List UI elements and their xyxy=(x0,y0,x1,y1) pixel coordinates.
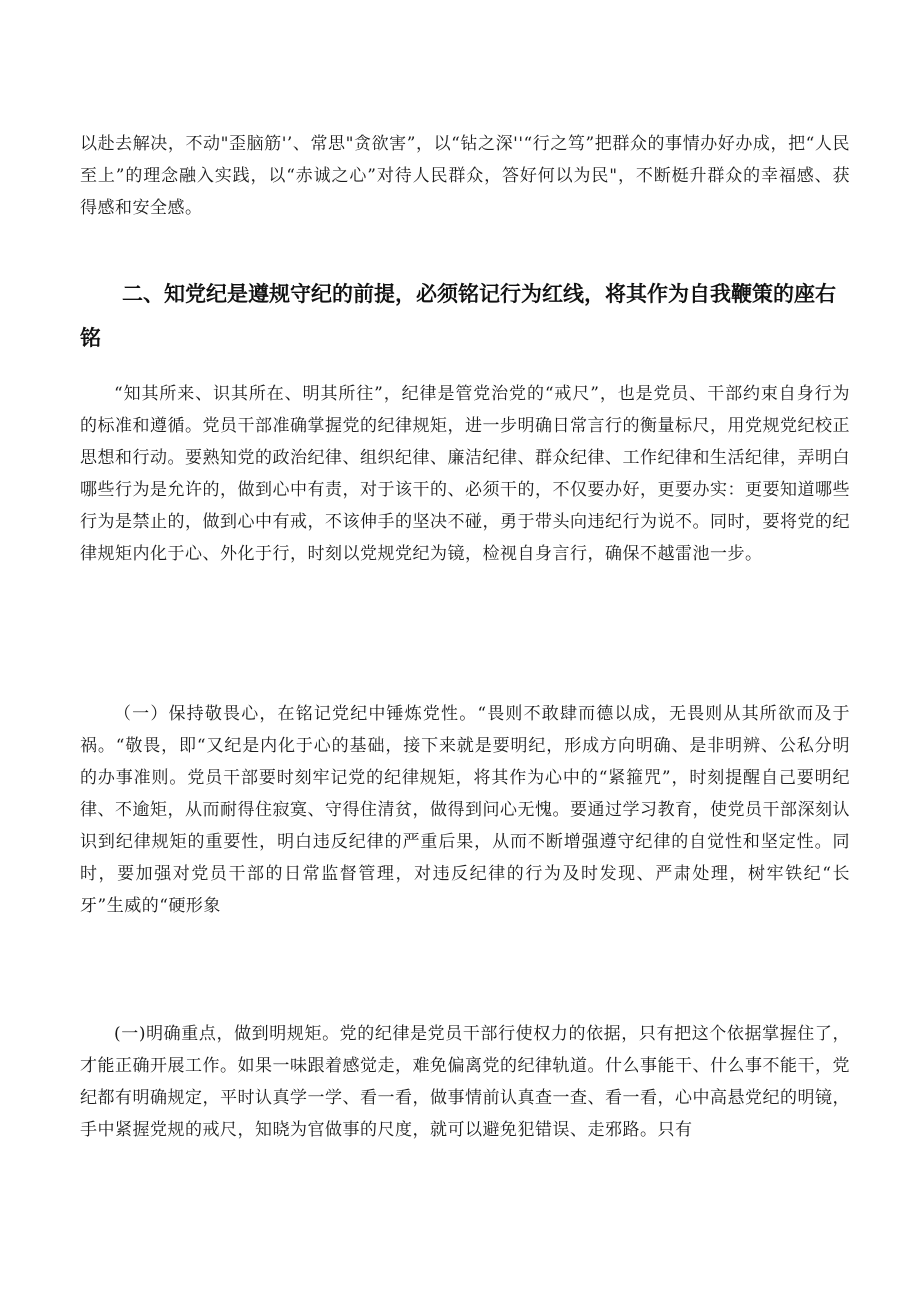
section-heading: 二、知党纪是遵规守纪的前提，必须铭记行为红线，将其作为自我鞭策的座右铭 xyxy=(80,282,836,350)
paragraph-continuation: 以赴去解决，不动"歪脑筋'’、常思"贪欲害”，以“钻之深''“行之笃”把群众的事情办好办成，把“人民至上”的理念融入实践，以“赤诚之心”对待人民群众，答好何以为民"，不断梃升群众的幸福感、获得感和安全感。 xyxy=(80,134,850,218)
paragraph-subsection-2: (一)明确重点，做到明规矩。党的纪律是党员干部行使权力的依据，只有把这个依据掌握住了，才能正确开展工作。如果一味跟着感觉走，难免偏离党的纪律轨道。什么事能干、什么事不能干，党纪都有明确规定，平时认真学一学、看一看，做事情前认真查一查、看一看，心中高悬党纪的明镜，手中紧握党规的戒尺，知晓为官做事的尺度，就可以避免犯错误、走邪路。只有 xyxy=(80,1024,850,1140)
paragraph-subsection-1: （一）保持敬畏心，在铭记党纪中锤炼党性。“畏则不敢肆而德以成，无畏则从其所欲而及于祸。“敬畏，即“又纪是内化于心的基础，接下来就是要明纪，形成方向明确、是非明辨、公私分明的办事准则。党员干部要时刻牢记党的纪律规矩，将其作为心中的“紧箍咒”，时刻提醒自己要明纪律、不逾矩，从而耐得住寂寞、守得住清贫，做得到问心无愧。要通过学习教育，使党员干部深刻认识到纪律规矩的重要性，明白违反纪律的严重后果，从而不断增强遵守纪律的自觉性和坚定性。同时，要加强对党员干部的日常监督管理，对违反纪律的行为及时发现、严肃处理，树牢铁纪“长牙”生威的“硬形象 xyxy=(80,704,850,916)
paragraph-intro: “知其所来、识其所在、明其所往”，纪律是管党治党的“戒尺”，也是党员、干部约束自身行为的标准和遵循。党员干部准确掌握党的纪律规矩，进一步明确日常言行的衡量标尺，用党规党纪校正思想和行动。要熟知党的政治纪律、组织纪律、廉洁纪律、群众纪律、工作纪律和生活纪律，弄明白哪些行为是允许的，做到心中有责，对于该干的、必须干的，不仅要办好，更要办实：更要知道哪些行为是禁止的，做到心中有戒，不该伸手的坚决不碰，勇于带头向违纪行为说不。同时，要将党的纪律规矩内化于心、外化于行，时刻以党规党纪为镜，检视自身言行，确保不越雷池一步。 xyxy=(80,384,850,564)
